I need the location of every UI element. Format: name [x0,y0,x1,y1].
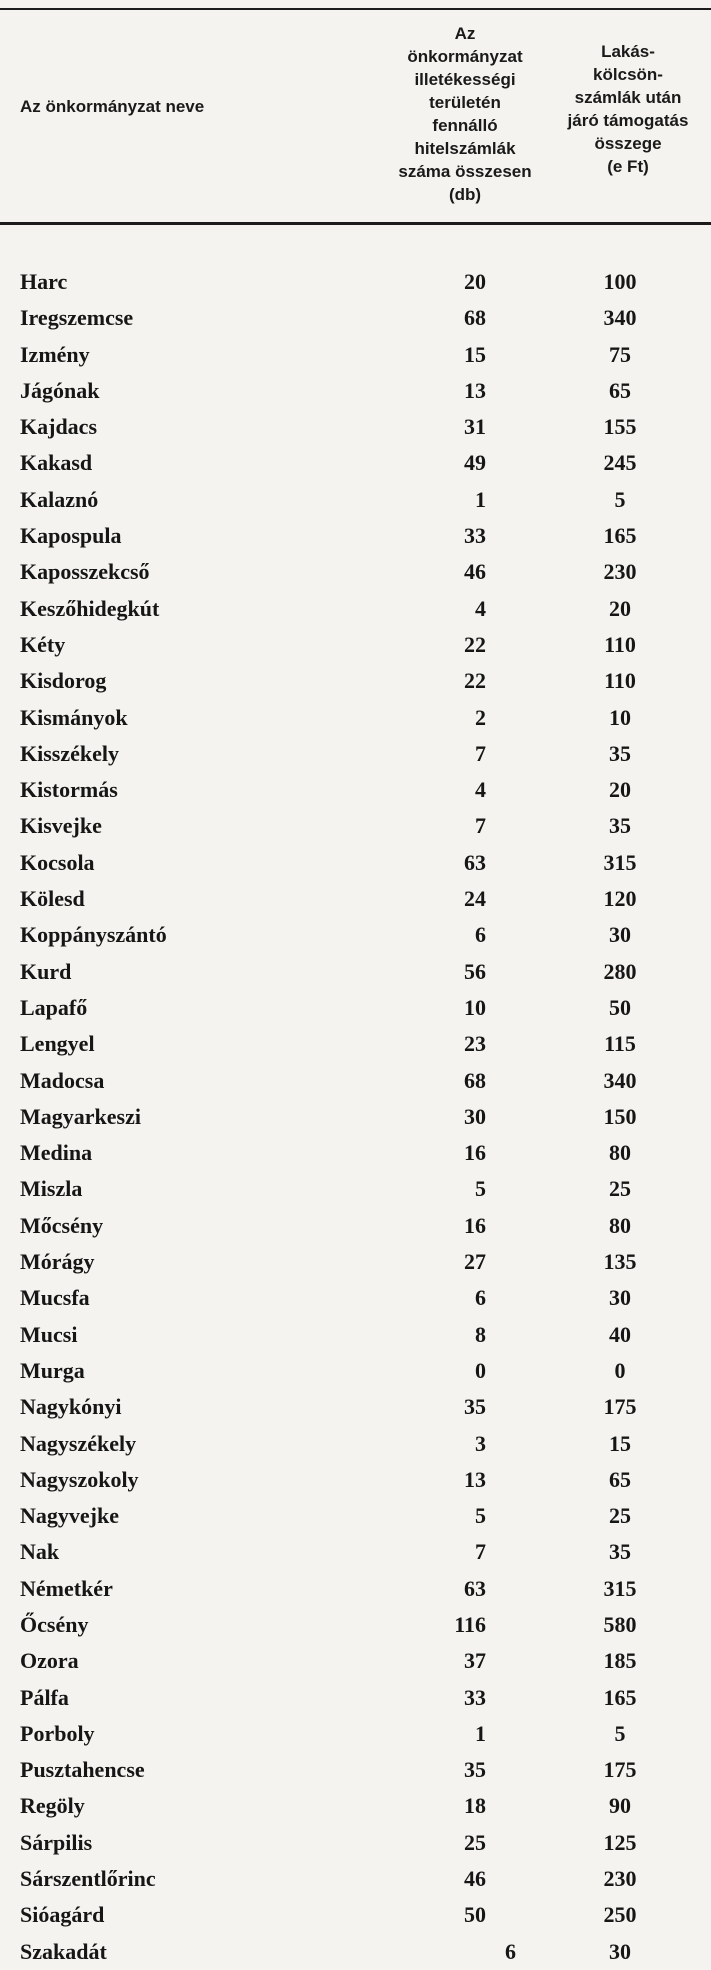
table-row [0,264,711,300]
cell-count: 2 [475,704,486,730]
header-count [390,22,540,206]
cell-count: 116 [454,1611,486,1637]
table-row [0,1752,711,1788]
cell-amount: 30 [609,1938,631,1964]
cell-name: Nagyszékely [20,1430,137,1456]
top-rule [0,8,711,10]
table-row [0,1208,711,1244]
cell-name: Szakadát [20,1938,107,1964]
table-row [0,736,711,772]
cell-amount: 115 [604,1031,636,1057]
cell-amount: 110 [604,668,636,694]
cell-count: 63 [464,849,486,875]
cell-name: Sárszentlőrinc [20,1866,156,1892]
cell-name: Nagyvejke [20,1503,119,1529]
cell-amount: 90 [609,1793,631,1819]
cell-amount: 125 [603,1829,637,1855]
cell-amount: 75 [609,341,631,367]
cell-name: Németkér [20,1575,113,1601]
cell-count: 33 [464,1684,486,1710]
cell-count: 46 [464,559,486,585]
cell-amount: 165 [603,1684,637,1710]
cell-name: Kapospula [20,523,122,549]
cell-amount: 230 [603,1866,637,1892]
header-amount-line: számlák után [574,88,682,107]
cell-name: Mucsi [20,1321,78,1347]
cell-count: 5 [475,1503,486,1529]
cell-count: 1 [475,1720,486,1746]
cell-amount: 315 [603,1575,637,1601]
cell-count: 4 [475,777,486,803]
cell-count: 16 [464,1212,486,1238]
table-row [0,1861,711,1897]
cell-amount: 250 [603,1902,637,1928]
cell-amount: 245 [603,450,637,476]
cell-name: Nagyszokoly [20,1466,139,1492]
table-row [0,1353,711,1389]
table-row [0,627,711,663]
header-amount-line: összege [594,134,662,153]
cell-name: Lapafő [20,994,88,1020]
cell-amount: 175 [603,1757,637,1783]
cell-count: 3 [475,1430,486,1456]
cell-count: 46 [464,1866,486,1892]
cell-amount: 110 [604,631,636,657]
header-count-line: Az [454,24,476,43]
cell-amount: 25 [609,1503,631,1529]
cell-name: Koppányszántó [20,922,167,948]
cell-name: Kajdacs [20,414,97,440]
table-row [0,1063,711,1099]
table-row [0,1026,711,1062]
cell-amount: 5 [614,486,626,512]
cell-name: Porboly [20,1720,95,1746]
cell-count: 35 [464,1757,486,1783]
cell-name: Kakasd [20,450,93,476]
cell-name: Ozora [20,1648,79,1674]
cell-amount: 40 [609,1321,631,1347]
cell-amount: 340 [603,1067,637,1093]
cell-count: 63 [464,1575,486,1601]
cell-count: 7 [475,740,486,766]
cell-amount: 35 [609,740,631,766]
cell-name: Pálfa [20,1684,69,1710]
cell-name: Kisdorog [20,668,107,694]
cell-count: 23 [464,1031,486,1057]
cell-name: Kisszékely [20,740,119,766]
cell-name: Medina [20,1140,93,1166]
table-row [0,1099,711,1135]
header-bottom-rule [0,222,711,225]
cell-name: Kismányok [20,704,128,730]
table-row [0,881,711,917]
header-amount-line: Lakás- [601,42,655,61]
cell-name: Őcsény [20,1611,89,1637]
cell-count: 7 [475,813,486,839]
cell-count: 68 [464,305,486,331]
cell-amount: 0 [614,1357,626,1383]
cell-amount: 20 [609,777,631,803]
cell-name: Nagykónyi [20,1394,122,1420]
cell-amount: 30 [609,1285,631,1311]
table-body [0,264,711,1970]
cell-count: 49 [464,450,486,476]
cell-name: Lengyel [20,1031,95,1057]
header-count-line: területén [429,93,501,112]
header-amount-line: (e Ft) [607,157,649,176]
cell-count: 13 [464,377,486,403]
table-row [0,1317,711,1353]
table-row [0,917,711,953]
cell-name: Kéty [20,631,66,657]
cell-amount: 230 [603,559,637,585]
cell-name: Iregszemcse [20,305,134,331]
cell-count: 24 [464,886,486,912]
cell-count: 1 [475,486,486,512]
table-row [0,337,711,373]
cell-count: 25 [464,1829,486,1855]
table-row [0,1607,711,1643]
cell-name: Harc [20,269,68,294]
cell-amount: 155 [603,414,637,440]
cell-amount: 35 [609,1539,631,1565]
cell-name: Regöly [20,1793,85,1819]
table-row [0,1643,711,1679]
cell-name: Magyarkeszi [20,1103,141,1129]
table-row [0,954,711,990]
table-row [0,518,711,554]
cell-count: 35 [464,1394,486,1420]
table-row [0,1897,711,1933]
header-count-line: illetékességi [414,70,516,89]
table-row [0,1680,711,1716]
cell-name: Miszla [20,1176,83,1202]
cell-count: 20 [464,269,486,294]
cell-count: 22 [464,668,486,694]
cell-amount: 10 [609,704,631,730]
header-count-line: (db) [448,185,482,204]
table-row [0,1426,711,1462]
table-row [0,1171,711,1207]
cell-count: 37 [464,1648,486,1674]
cell-count: 8 [475,1321,486,1347]
table-row [0,445,711,481]
cell-name: Pusztahencse [20,1757,145,1783]
table-row [0,1571,711,1607]
cell-count: 6 [505,1938,516,1964]
cell-name: Nak [20,1539,60,1565]
cell-count: 6 [475,922,486,948]
table-row [0,1244,711,1280]
cell-name: Sióagárd [20,1902,105,1928]
cell-name: Jágónak [20,377,100,403]
cell-count: 16 [464,1140,486,1166]
cell-amount: 80 [609,1212,631,1238]
cell-name: Mórágy [20,1249,95,1275]
header-amount-line: járó támogatás [567,111,689,130]
table-row [0,1498,711,1534]
table-row [0,1534,711,1570]
table-row [0,409,711,445]
cell-name: Kocsola [20,849,95,875]
cell-count: 7 [475,1539,486,1565]
cell-name: Sárpilis [20,1829,93,1855]
header-count-line: hitelszámlák [414,139,516,158]
cell-amount: 65 [609,377,631,403]
cell-name: Kistormás [20,777,118,803]
cell-count: 15 [464,341,486,367]
cell-name: Mőcsény [20,1212,104,1238]
table-row [0,591,711,627]
cell-amount: 20 [609,595,631,621]
cell-count: 5 [475,1176,486,1202]
cell-name: Izmény [20,341,90,367]
cell-amount: 100 [603,269,637,294]
table-row [0,1280,711,1316]
cell-count: 27 [464,1249,486,1275]
header-count-line: önkormányzat [407,47,523,66]
cell-name: Kalaznó [20,486,99,512]
cell-amount: 30 [609,922,631,948]
cell-amount: 120 [603,886,637,912]
table-row [0,482,711,518]
cell-amount: 25 [609,1176,631,1202]
cell-count: 56 [464,958,486,984]
table-row [0,808,711,844]
cell-name: Murga [20,1357,85,1383]
cell-amount: 280 [603,958,637,984]
table-row [0,1716,711,1752]
table-row [0,990,711,1026]
cell-amount: 35 [609,813,631,839]
cell-count: 30 [464,1103,486,1129]
cell-name: Keszőhidegkút [20,595,160,621]
table-row [0,1788,711,1824]
header-name: Az önkormányzat neve [20,97,205,116]
table-row [0,700,711,736]
cell-amount: 80 [609,1140,631,1166]
cell-count: 18 [464,1793,486,1819]
header-count-line: fennálló [432,116,498,135]
cell-amount: 65 [609,1466,631,1492]
cell-count: 13 [464,1466,486,1492]
table-row [0,1934,711,1970]
cell-amount: 150 [603,1103,637,1129]
header-count-line: száma összesen [398,162,532,181]
cell-amount: 50 [609,994,631,1020]
cell-amount: 340 [603,305,637,331]
table-row [0,554,711,590]
cell-count: 31 [464,414,486,440]
cell-amount: 5 [614,1720,626,1746]
table-row [0,373,711,409]
header-amount-line: kölcsön- [593,65,663,84]
cell-name: Kisvejke [20,813,102,839]
cell-count: 10 [464,994,486,1020]
header-amount [548,40,708,178]
cell-name: Kurd [20,958,72,984]
cell-count: 0 [475,1357,486,1383]
table-row [0,300,711,336]
cell-amount: 165 [603,523,637,549]
cell-count: 22 [464,631,486,657]
cell-name: Mucsfa [20,1285,90,1311]
table-row [0,1825,711,1861]
cell-count: 33 [464,523,486,549]
table-row [0,845,711,881]
cell-count: 4 [475,595,486,621]
table-row [0,1389,711,1425]
cell-name: Kaposszekcső [20,559,150,585]
cell-name: Madocsa [20,1067,105,1093]
cell-amount: 135 [603,1249,637,1275]
table-row [0,1462,711,1498]
cell-amount: 185 [603,1648,637,1674]
cell-amount: 580 [603,1611,637,1637]
cell-amount: 315 [603,849,637,875]
table-row [0,663,711,699]
table-row [0,1135,711,1171]
cell-amount: 15 [609,1430,631,1456]
cell-count: 68 [464,1067,486,1093]
cell-count: 50 [464,1902,486,1928]
cell-count: 6 [475,1285,486,1311]
cell-amount: 175 [603,1394,637,1420]
cell-name: Kölesd [20,886,85,912]
table-row [0,772,711,808]
